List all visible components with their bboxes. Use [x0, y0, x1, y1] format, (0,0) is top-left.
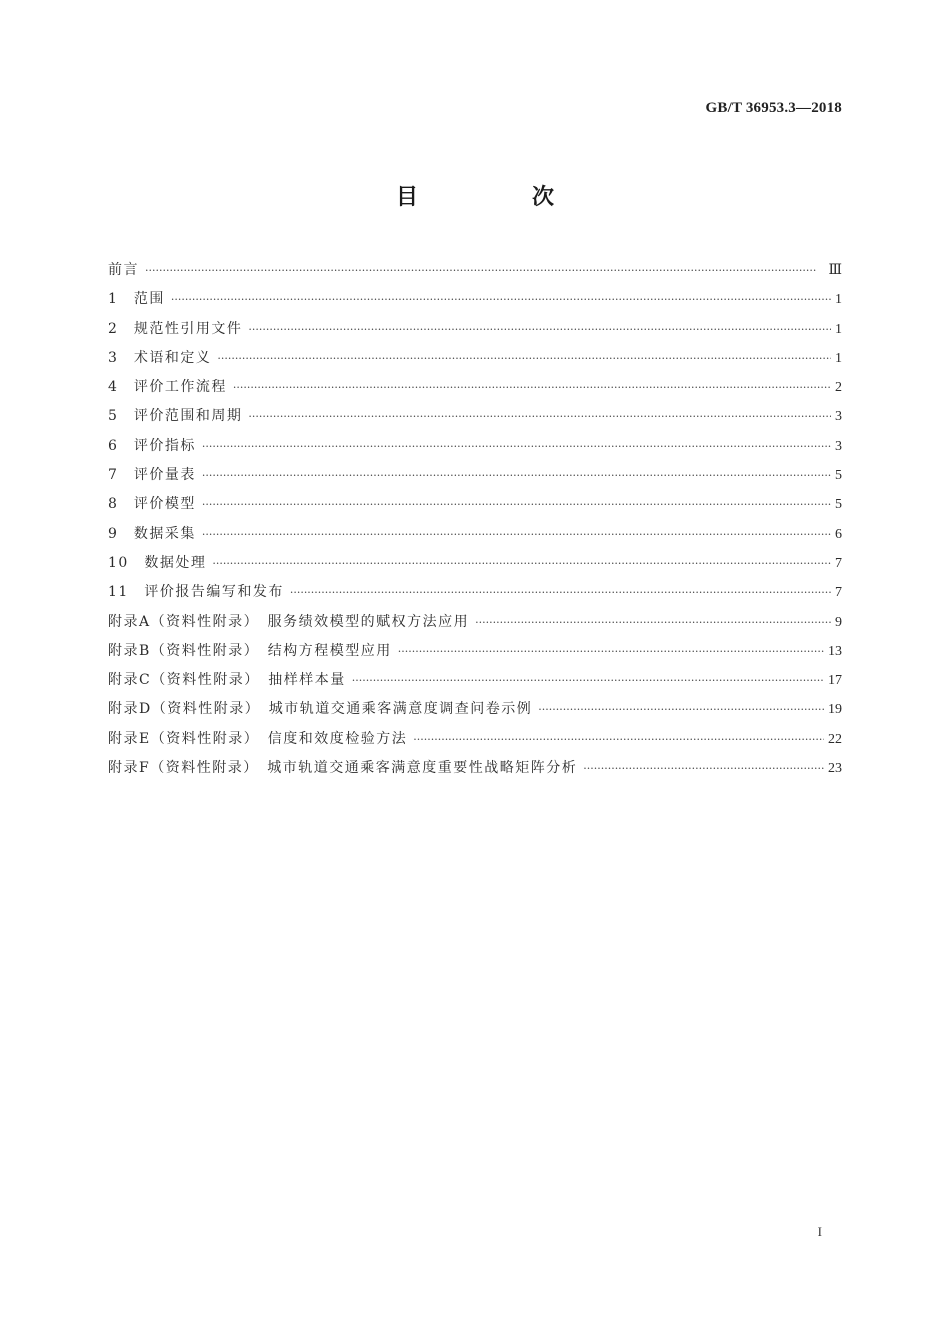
toc-entry-page: 19: [828, 702, 842, 718]
toc-entry-page: 5: [835, 468, 842, 484]
toc-entry-label: 附录E（资料性附录） 信度和效度检验方法: [108, 730, 408, 747]
toc-entry-10[interactable]: [108, 551, 842, 580]
toc-entry-label: 4 评价工作流程: [108, 379, 227, 396]
toc-entry-appendix-b[interactable]: [108, 639, 842, 668]
toc-entry-2[interactable]: [108, 317, 842, 346]
toc-entry-page: 7: [835, 555, 842, 571]
toc-dot-leader: [202, 523, 831, 547]
toc-entry-label: 8 评价模型: [108, 496, 196, 513]
toc-dot-leader: [248, 318, 831, 342]
toc-entry-11[interactable]: [108, 580, 842, 609]
toc-entry-label: 附录A（资料性附录） 服务绩效模型的赋权方法应用: [108, 613, 470, 630]
toc-dot-leader: [233, 376, 831, 400]
toc-entry-page: 1: [835, 350, 842, 366]
toc-dot-leader: [212, 552, 831, 576]
toc-entry-label: 2 规范性引用文件: [108, 320, 243, 337]
toc-dot-leader: [202, 464, 831, 488]
toc-entry-appendix-e[interactable]: [108, 727, 842, 756]
toc-entry-label: 9 数据采集: [108, 525, 196, 542]
toc-entry-page: 17: [828, 673, 842, 689]
toc-entry-label: 11 评价报告编写和发布: [108, 584, 284, 601]
toc-entry-appendix-c[interactable]: [108, 668, 842, 697]
toc-entry-label: 前言: [108, 262, 139, 278]
toc-entry-page: 1: [835, 321, 842, 337]
toc-entry-4[interactable]: [108, 375, 842, 404]
toc-entry-label: 附录D（资料性附录） 城市轨道交通乘客满意度调查问卷示例: [108, 701, 533, 718]
toc-entry-appendix-d[interactable]: [108, 697, 842, 726]
toc-dot-leader: [248, 405, 831, 429]
toc-entry-page: 22: [828, 731, 842, 747]
page-title: 目 次: [395, 185, 600, 210]
toc-entry-page: 6: [835, 526, 842, 542]
toc-entry-label: 1 范围: [108, 291, 165, 308]
standard-code: GB/T 36953.3—2018: [705, 100, 842, 116]
toc-entry-page: 23: [828, 761, 842, 777]
toc-entry-appendix-f[interactable]: [108, 756, 842, 785]
toc-dot-leader: [583, 757, 824, 781]
toc-entry-label: 3 术语和定义: [108, 349, 212, 366]
toc-dot-leader: [171, 288, 831, 312]
toc-entry-label: 附录F（资料性附录） 城市轨道交通乘客满意度重要性战略矩阵分析: [108, 760, 578, 777]
toc-entry-foreword[interactable]: [108, 258, 842, 287]
toc-entry-5[interactable]: [108, 404, 842, 433]
toc-entry-9[interactable]: [108, 522, 842, 551]
toc-entry-label: 6 评价指标: [108, 437, 196, 454]
toc-entry-label: 5 评价范围和周期: [108, 408, 243, 425]
toc-entry-7[interactable]: [108, 463, 842, 492]
toc-entry-label: 附录C（资料性附录） 抽样样本量: [108, 672, 346, 689]
toc-dot-leader: [217, 347, 831, 371]
toc-entry-page: 13: [828, 643, 842, 659]
toc-entry-page: 2: [835, 380, 842, 396]
toc-dot-leader: [475, 611, 831, 635]
toc-entry-page: 5: [835, 497, 842, 513]
toc-dot-leader: [352, 669, 824, 693]
toc-dot-leader: [145, 259, 824, 283]
toc-entry-label: 10 数据处理: [108, 554, 207, 571]
toc-entry-page: 3: [835, 409, 842, 425]
toc-entry-3[interactable]: [108, 346, 842, 375]
toc-entry-label: 7 评价量表: [108, 467, 196, 484]
toc-dot-leader: [398, 640, 824, 664]
toc-entry-8[interactable]: [108, 492, 842, 521]
page-number: I: [817, 1224, 822, 1239]
table-of-contents: [108, 258, 842, 785]
toc-entry-page: 9: [835, 614, 842, 630]
toc-entry-page: 1: [835, 292, 842, 308]
toc-entry-6[interactable]: [108, 434, 842, 463]
toc-entry-label: 附录B（资料性附录） 结构方程模型应用: [108, 642, 392, 659]
toc-entry-page: 3: [835, 438, 842, 454]
toc-dot-leader: [202, 435, 831, 459]
toc-dot-leader: [413, 728, 824, 752]
toc-entry-appendix-a[interactable]: [108, 610, 842, 639]
toc-dot-leader: [538, 698, 824, 722]
toc-entry-page: Ⅲ: [828, 263, 842, 278]
toc-entry-1[interactable]: [108, 287, 842, 316]
toc-dot-leader: [202, 493, 831, 517]
toc-entry-page: 7: [835, 585, 842, 601]
toc-dot-leader: [290, 581, 831, 605]
